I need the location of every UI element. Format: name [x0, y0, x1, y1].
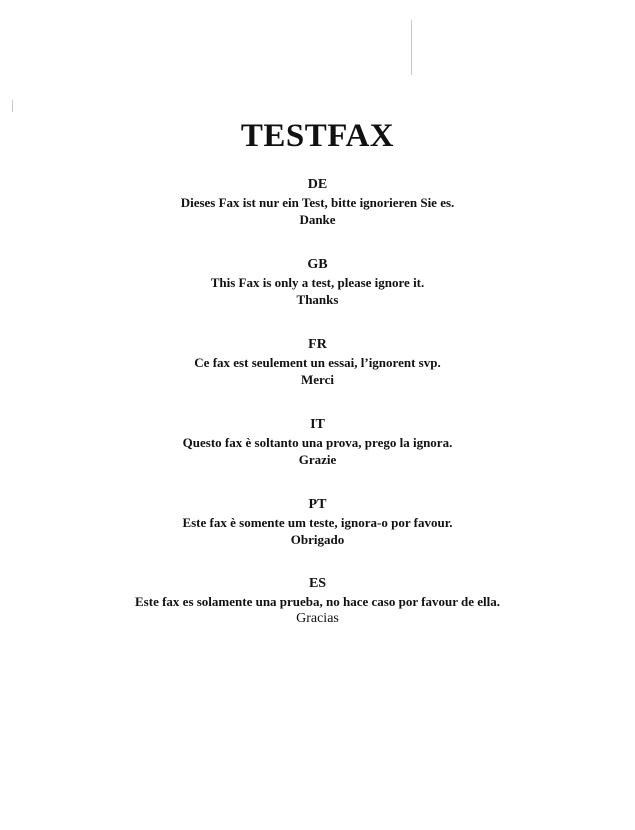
thanks-text: Merci: [301, 372, 334, 387]
thanks-text: Obrigado: [290, 532, 345, 547]
section-gb: [0, 256, 635, 308]
message-text: Este fax è somente um teste, ignora-o por favour.: [182, 515, 453, 530]
section-es: [0, 575, 635, 627]
message-text: Ce fax est seulement un essai, l’ignorent svp.: [194, 355, 441, 370]
language-code: PT: [308, 497, 327, 512]
page-title: TESTFAX: [240, 118, 395, 154]
scan-artifact: [12, 100, 13, 112]
section-pt: [0, 496, 635, 548]
thanks-text: Thanks: [296, 292, 339, 307]
message-text: This Fax is only a test, please ignore it.: [210, 275, 425, 290]
language-code: FR: [308, 337, 327, 352]
message-text: Questo fax è soltanto una prova, prego la ignora.: [182, 435, 453, 450]
section-de: [0, 176, 635, 228]
language-code: ES: [308, 576, 327, 591]
thanks-text: Gracias: [296, 611, 339, 626]
thanks-text: Danke: [299, 212, 336, 227]
message-text: Dieses Fax ist nur ein Test, bitte ignorieren Sie es.: [180, 195, 455, 210]
section-fr: [0, 336, 635, 388]
message-text: Este fax es solamente una prueba, no hace caso por favour de ella.: [135, 594, 500, 609]
thanks-text: Grazie: [298, 452, 337, 467]
section-it: [0, 416, 635, 468]
language-code: GB: [307, 257, 328, 272]
language-code: DE: [307, 177, 328, 192]
scan-artifact: [411, 20, 412, 75]
language-code: IT: [310, 417, 325, 432]
